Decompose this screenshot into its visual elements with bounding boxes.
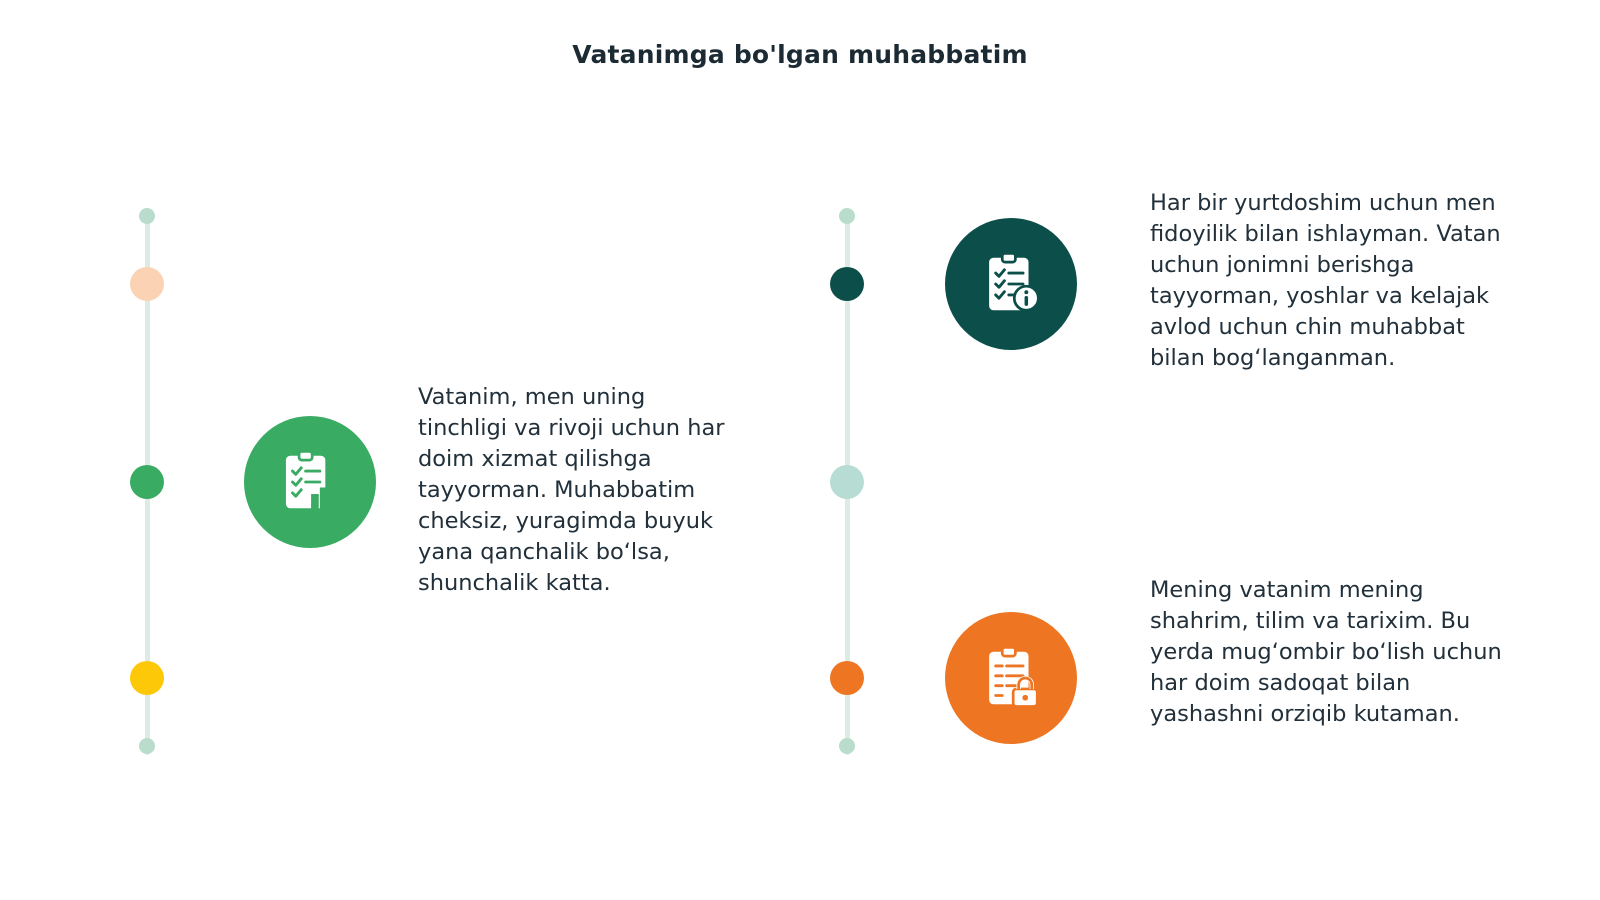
- left-node-green: [130, 465, 164, 499]
- page-title: Vatanimga bo'lgan muhabbatim: [572, 40, 1028, 69]
- left-node-pale-bottom: [139, 738, 155, 754]
- left-node-peach: [130, 267, 164, 301]
- clipboard-chart-icon-badge: [244, 416, 376, 548]
- item-left-center-text: Vatanim, men uning tinchligi va rivoji uchun har doim xizmat qilishga tayyorman. Muhabbatim cheksiz, yuragimda buyuk yana qanchalik bo‘lsa, shunchalik katta.: [418, 384, 725, 596]
- item-right-top-text: Har bir yurtdoshim uchun men fidoyilik bilan ishlayman. Vatan uchun jonimni berishga tayyorman, yoshlar va kelajak avlod uchun chin muhabbat bilan bog‘langanman.: [1150, 190, 1501, 371]
- right-node-pale-top: [839, 208, 855, 224]
- right-node-mint: [830, 465, 864, 499]
- left-node-pale-top: [139, 208, 155, 224]
- clipboard-chart-icon: [275, 447, 345, 517]
- right-node-orange: [830, 661, 864, 695]
- right-node-teal: [830, 267, 864, 301]
- left-node-yellow: [130, 661, 164, 695]
- clipboard-info-icon-badge: [945, 218, 1077, 350]
- item-right-bottom-text: Mening vatanim mening shahrim, tilim va tarixim. Bu yerda mug‘ombir bo‘lish uchun har doim sadoqat bilan yashashni orziqib kutaman.: [1150, 577, 1502, 727]
- clipboard-lock-icon-badge: [945, 612, 1077, 744]
- clipboard-info-icon: [976, 249, 1046, 319]
- right-node-pale-bottom: [839, 738, 855, 754]
- clipboard-lock-icon: [976, 643, 1046, 713]
